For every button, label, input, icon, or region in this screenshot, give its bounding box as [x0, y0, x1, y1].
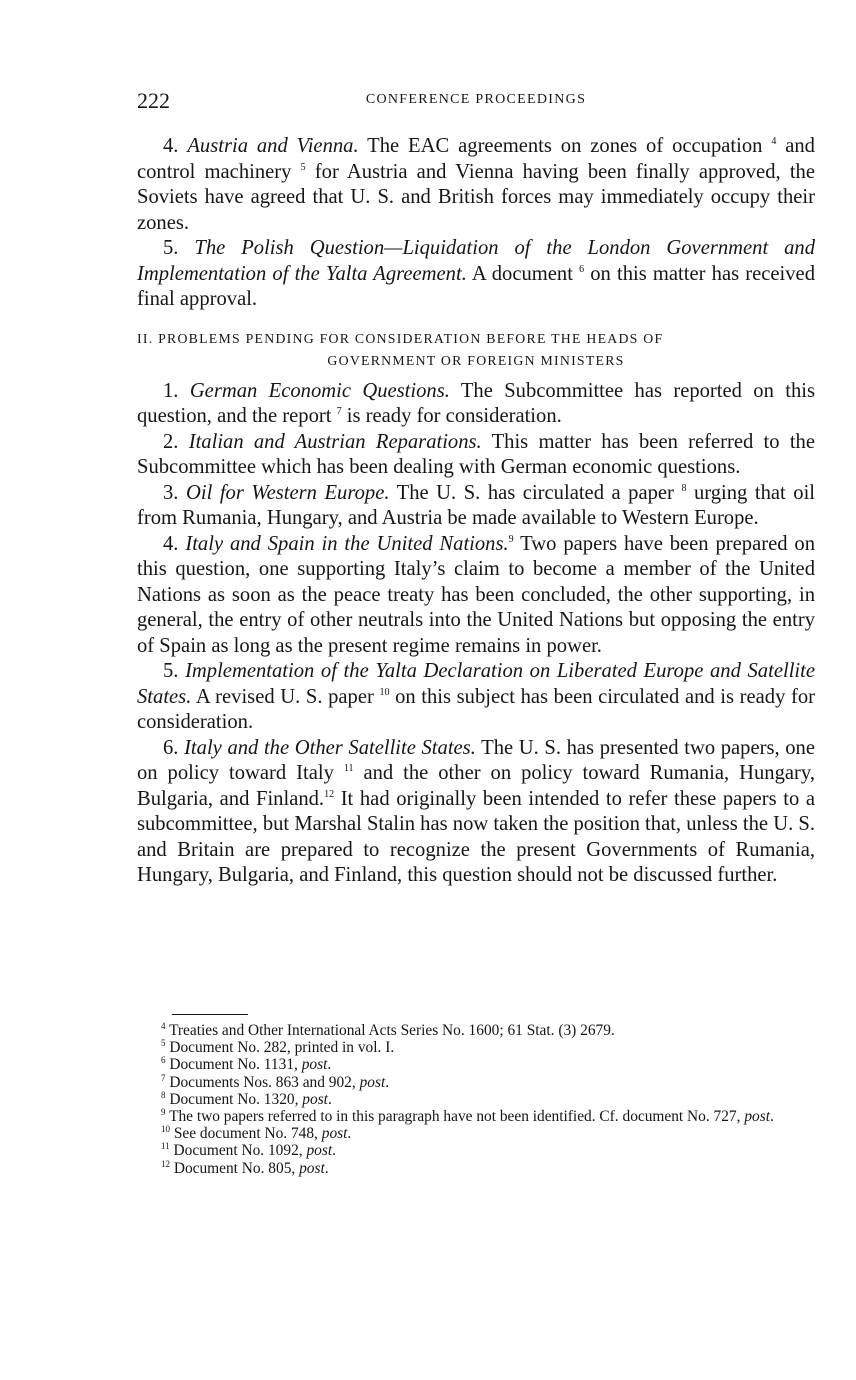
footnote-mark: 9 — [161, 1106, 166, 1117]
paragraph-yalta-declaration: 5. Implementation of the Yalta Declaration on Liberated Europe and Satellite States. A revised U. S. paper $^{10}$ on this subject has been circulated and is ready for consideration. — [137, 660, 816, 733]
item-title: Italy and the Other Satellite States. — [184, 736, 476, 759]
footnote-ref[interactable]: 9 — [508, 533, 514, 545]
footnote-mark: 6 — [161, 1055, 166, 1066]
section-heading-line2: GOVERNMENT OR FOREIGN MINISTERS — [327, 352, 625, 368]
footnote-ref[interactable]: 11 — [343, 763, 354, 775]
footnote-mark: 12 — [161, 1158, 170, 1169]
footnote: $^8$ Document No. 1320, post. — [161, 1089, 332, 1108]
footnote-mark: 7 — [161, 1072, 166, 1083]
body-text — [137, 134, 815, 889]
paragraph-satellite-states: 6. Italy and the Other Satellite States. The U. S. has presented two papers, one on policy toward Italy $^{11}$ and the other on policy toward Rumania, Hungary, Bulgaria, and Finland.$^{12}$ It had originally been intended to refer these papers to a subcommittee, but Marshal Stalin has now taken the position that, unless the U. S. and Britain are prepared to recognize the present Governments of Rumania, Hungary, Bulgaria, and Finland, this question should not be discussed further. — [137, 736, 816, 886]
paragraph-austria-vienna: 4. Austria and Vienna. The EAC agreements on zones of occupation $^4$ and control machinery $^5$ for Austria and Vienna having been finally approved, the Soviets have agreed that U. S. and British forces may immediately occupy their zones. — [137, 135, 815, 234]
footnote-ref[interactable]: 10 — [379, 686, 390, 698]
footnote-ref[interactable]: 7 — [336, 406, 342, 418]
paragraph-reparations: 2. Italian and Austrian Reparations. This matter has been referred to the Subcommittee which has been dealing with German economic questions. — [137, 430, 815, 478]
footnote-mark: 11 — [161, 1141, 170, 1152]
paragraph-oil: 3. Oil for Western Europe. The U. S. has circulated a paper $^8$ urging that oil from Rumania, Hungary, and Austria be made available to Western Europe. — [137, 481, 816, 529]
item-title: Italian and Austrian Reparations. — [188, 430, 482, 453]
footnote-mark: 5 — [161, 1038, 166, 1049]
item-title: Italy and Spain in the United Nations. — [185, 532, 509, 555]
footnote-ref[interactable]: 12 — [324, 788, 335, 800]
item-title: Austria and Vienna. — [187, 135, 359, 157]
footnote: $^7$ Documents Nos. 863 and 902, post. — [161, 1072, 390, 1091]
footnote-mark: 10 — [161, 1124, 170, 1135]
item-title: German Economic Questions. — [189, 379, 450, 402]
section-heading-line1: II. PROBLEMS PENDING FOR CONSIDERATION BEFORE THE HEADS OF — [137, 330, 664, 346]
item-title: Implementation of the Yalta Declaration on Liberated Europe and Satellite States. — [137, 660, 815, 708]
footnote: $^6$ Document No. 1131, post. — [161, 1055, 332, 1074]
footnote: $^{11}$ Document No. 1092, post. — [161, 1141, 336, 1160]
footnote: $^4$ Treaties and Other International Acts Series No. 1600; 61 Stat. (3) 2679. — [161, 1020, 615, 1039]
footnote-mark: 8 — [161, 1089, 166, 1100]
footnote-ref[interactable]: 8 — [681, 482, 687, 494]
footnote-ref[interactable]: 5 — [300, 161, 306, 173]
running-head: CONFERENCE PROCEEDINGS — [365, 92, 587, 107]
footnote-ref[interactable]: 6 — [579, 263, 585, 275]
footnotes — [141, 1022, 815, 1177]
footnote: $^{12}$ Document No. 805, post. — [161, 1158, 329, 1177]
footnote: $^5$ Document No. 282, printed in vol. I. — [161, 1038, 395, 1057]
footnote-mark: 4 — [161, 1020, 166, 1031]
paragraph-italy-spain: 4. Italy and Spain in the United Nations.$^9$ Two papers have been prepared on this question, one supporting Italy’s claim to become a member of the United Nations as soon as the peace treaty has been concluded, the other supporting, in general, the entry of other neutrals into the United Nations but opposing the entry of Spain as long as the present regime remains in power. — [137, 532, 815, 657]
item-title: The Polish Question—Liquidation of the London Government and Implementation of the Yalta Agreement. — [137, 237, 815, 285]
section-heading — [137, 328, 815, 372]
footnote-divider — [172, 1014, 248, 1015]
footnote: $^9$ The two papers referred to in this paragraph have not been identified. Cf. document No. 727, post. — [161, 1106, 774, 1126]
footnote: $^{10}$ See document No. 748, post. — [161, 1124, 352, 1143]
footnote-ref[interactable]: 4 — [771, 136, 777, 148]
page-number: 222 — [137, 88, 170, 113]
item-title: Oil for Western Europe. — [185, 481, 390, 504]
paragraph-german-economic: 1. German Economic Questions. The Subcommittee has reported on this question, and the report $^7$ is ready for consideration. — [137, 379, 815, 427]
paragraph-polish-question: 5. The Polish Question—Liquidation of the London Government and Implementation of the Yalta Agreement. A document $^6$ on this matter has received final approval. — [137, 237, 815, 310]
page-header — [137, 88, 815, 114]
